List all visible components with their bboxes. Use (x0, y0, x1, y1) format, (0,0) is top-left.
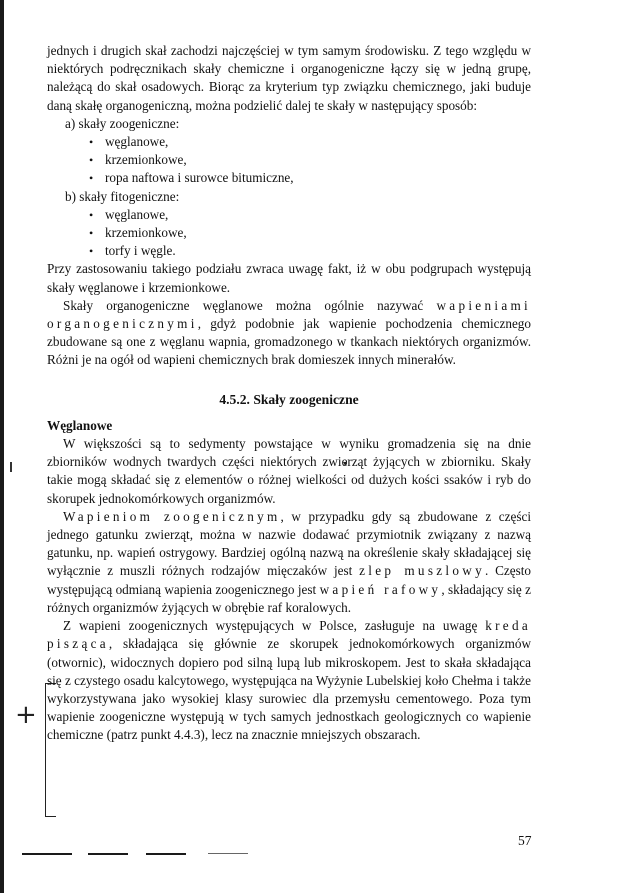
paragraph-intro: jednych i drugich skał zachodzi najczęściej w tym samym środowisku. Z tego względu w niektórych podręcznikach skały chemiczne i organogeniczne łączy się w jedną grupę, należącą do skał osadowych. Biorąc za kryterium typ związku chemicznego, jaki buduje daną skałę organogeniczną, można podzielić dalej te skały w następujący sposób: (47, 43, 531, 113)
list-item: • krzemionkowe, (105, 224, 531, 242)
scan-artifact-line (208, 853, 248, 854)
group-b-list (65, 206, 531, 261)
scan-artifact-line (88, 853, 128, 855)
margin-tick (10, 462, 12, 472)
scan-artifact-line (22, 853, 72, 855)
text-run: Skały organogeniczne węglanowe można ogólnie nazywać (63, 297, 424, 313)
spaced-term: Wapieniom zoogenicznym (63, 508, 281, 524)
scan-artifact-line (146, 853, 186, 855)
page-number: 57 (518, 833, 532, 848)
text-run: . Często występującą odmianą wapienia zoogenicznego jest (47, 563, 532, 597)
list-item: • węglanowe, (105, 133, 531, 151)
list-item: • krzemionkowe, (105, 151, 531, 169)
scan-edge (0, 0, 4, 893)
paragraph-sediments: W większości są to sedymenty powstające w wyniku gromadzenia się na dnie zbiorników wodnych twardych części niektórych zwierząt żyjących w zbiorniku. Skały takie mogą składać się z elementów o różnej wielkości od dużych kości ssaków i ryb do skorupek jednokomórkowych organizmów. (47, 436, 531, 506)
paragraph-classification: Przy zastosowaniu takiego podziału zwraca uwagę fakt, iż w obu podgrupach występują skały węglanowe i krzemionkowe. (47, 261, 531, 295)
group-a-label: a) skały zoogeniczne: (65, 115, 180, 131)
paragraph-chalk (47, 617, 531, 744)
text-run: , składająca się głównie ze skorupek jednokomórkowych organizmów (otwornic), widocznych dopiero pod silną lupą lub mikroskopem. Jest to skała składająca się z czystego osadu kalcytowego, występująca na Wyżynie Lubelskiej koło Chełma i także wykorzystywana jako wysokiej klasy surowiec dla przemysłu cementowego. Poza tym wapienie zoogeniczne występują w tych samych jednostkach geologicznych co wapienie chemiczne (patrz punkt 4.4.3), lecz na znacznie mniejszych obszarach. (47, 636, 531, 743)
subheading: Węglanowe (47, 417, 113, 433)
paragraph-organogenic-limestones (47, 297, 531, 370)
group-b-label: b) skały fitogeniczne: (65, 188, 180, 204)
handwritten-cross-mark: + (15, 700, 37, 730)
list-item: • węglanowe, (105, 206, 531, 224)
group-a (65, 115, 531, 188)
group-b (65, 188, 531, 261)
page-body (47, 42, 531, 745)
text-run: , składający się z różnych organizmów żyjących w obrębie raf koralowych. (47, 581, 531, 615)
list-item: • ropa naftowa i surowce bitumiczne, (105, 169, 531, 187)
text-run: Z wapieni zoogenicznych występujących w Polsce, zasługuje na uwagę (63, 618, 478, 634)
paragraph-zoogenic-limestones (47, 508, 531, 617)
text-run: , gdyż podobnie jak wapienie pochodzenia chemicznego zbudowane są one z węglanu wapnia, gromadzonego w tkankach niektórych organizmów. Różni je na ogół od wapieni chemicznych brak domieszek innych minerałów. (47, 316, 531, 368)
list-item: • torfy i węgle. (105, 242, 531, 260)
spaced-term: wapieniami organogenicznymi (47, 297, 531, 332)
group-a-list (65, 133, 531, 188)
spaced-term: kreda pisząca (47, 618, 532, 652)
section-heading: 4.5.2. Skały zoogeniczne (219, 391, 359, 407)
text-run: , w przypadku gdy są zbudowane z części jednego gatunku zwierząt, można w nazwie dodawać przymiotnik związany z nazwą gatunku, np. wapień ostrygowy. Bardziej ogólną nazwą na określenie skały składającej się wyłącznie z muszli różnych rodzajów mięczaków jest (47, 508, 531, 579)
spaced-term: wapień rafowy (319, 581, 442, 597)
spaced-term: zlep muszlowy (359, 563, 485, 579)
